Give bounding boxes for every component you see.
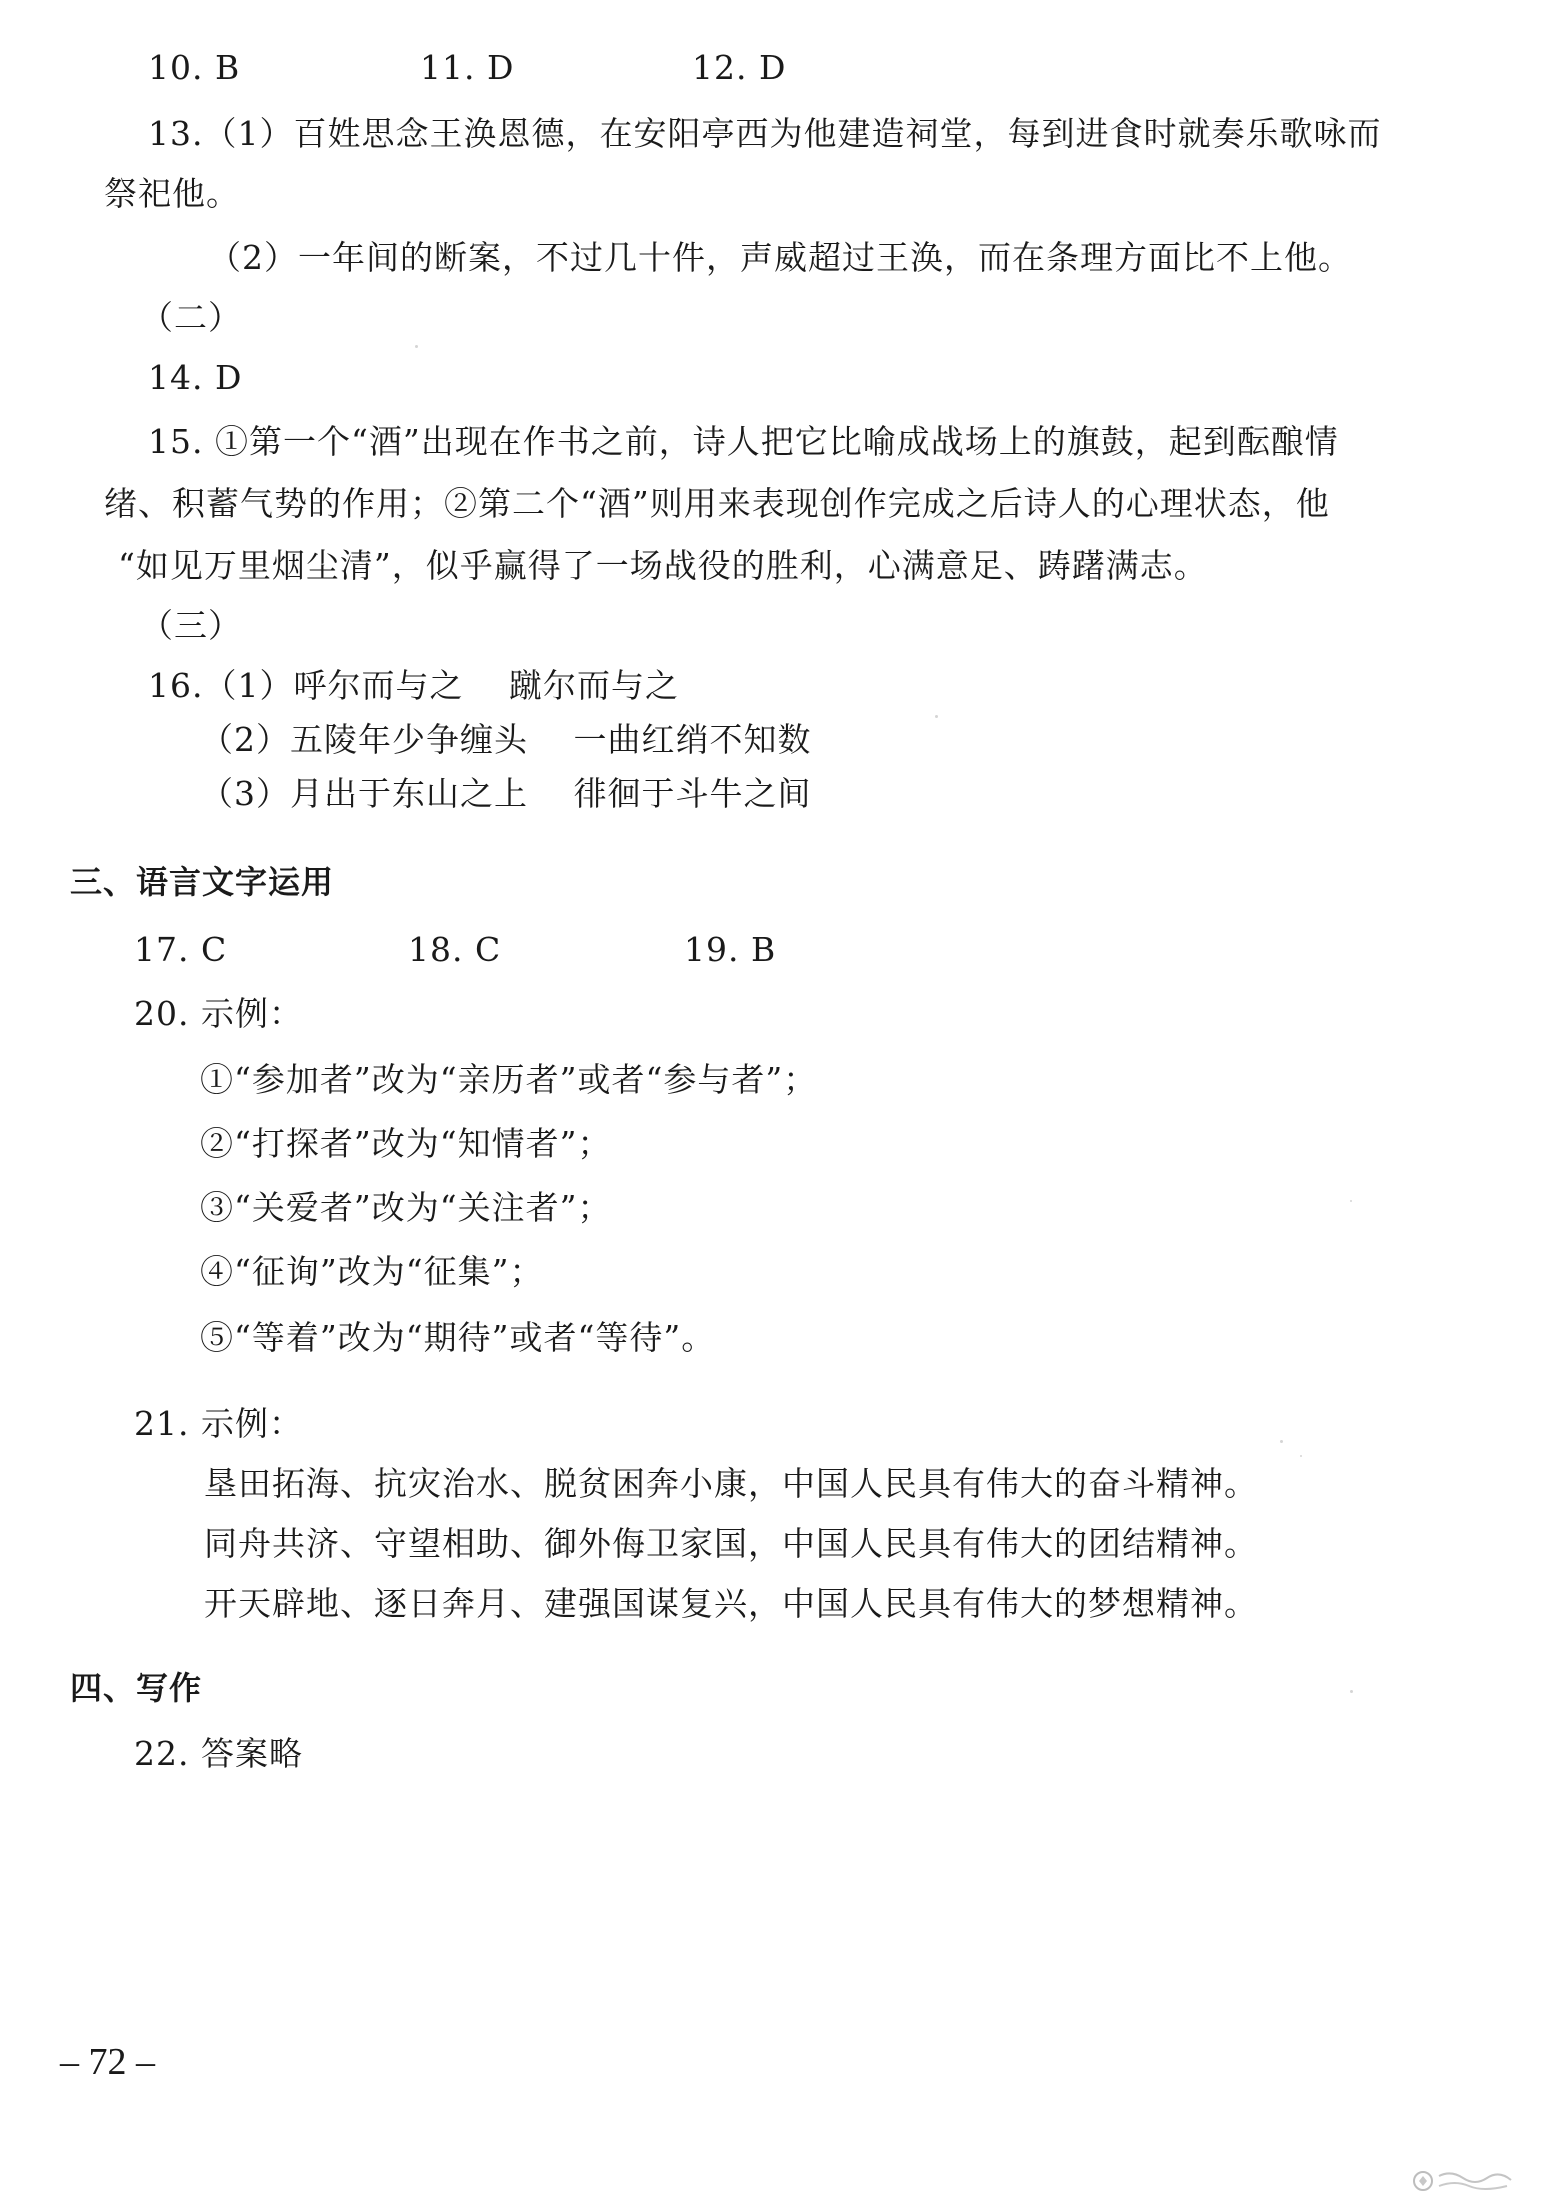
section-3-label: （三） — [140, 606, 242, 645]
answer-18: 18. C — [408, 930, 502, 969]
q20-item-4: ④“征询”改为“征集”； — [200, 1252, 544, 1291]
q15-line1: 15. ①第一个“酒”出现在作书之前，诗人把它比喻成战场上的旗鼓，起到酝酿情 — [148, 422, 1339, 461]
q20-item-1: ①“参加者”改为“亲历者”或者“参与者”； — [200, 1060, 818, 1099]
scan-speck — [1300, 1455, 1302, 1457]
q16-line2: （2）五陵年少争缠头 一曲红绡不知数 — [200, 720, 812, 759]
scan-speck — [1280, 1440, 1283, 1443]
q15-line2: 绪、积蓄气势的作用；②第二个“酒”则用来表现创作完成之后诗人的心理状态，他 — [104, 484, 1330, 523]
q21-title: 21. 示例： — [134, 1404, 303, 1443]
q20-item-2: ②“打探者”改为“知情者”； — [200, 1124, 612, 1163]
q21-line-1: 垦田拓海、抗灾治水、脱贫困奔小康，中国人民具有伟大的奋斗精神。 — [204, 1464, 1258, 1503]
q20-title: 20. 示例： — [134, 994, 303, 1033]
watermark-logo-icon — [1411, 2168, 1521, 2194]
q16-line1: 16.（1）呼尔而与之 蹴尔而与之 — [148, 666, 679, 705]
site-logo-watermark — [1411, 2168, 1521, 2199]
answer-14: 14. D — [148, 358, 243, 397]
answer-11: 11. D — [420, 48, 515, 87]
scan-speck — [415, 345, 418, 348]
answer-19: 19. B — [684, 930, 777, 969]
q13-line3: （2）一年间的断案，不过几十件，声威超过王涣，而在条理方面比不上他。 — [208, 238, 1352, 277]
answer-10: 10. B — [148, 48, 241, 87]
q21-line-3: 开天辟地、逐日奔月、建强国谋复兴，中国人民具有伟大的梦想精神。 — [204, 1584, 1258, 1623]
section-heading-writing: 四、写作 — [70, 1669, 203, 1707]
page-number: – 72 – — [60, 2041, 155, 2083]
q20-item-5: ⑤“等着”改为“期待”或者“等待”。 — [200, 1318, 716, 1357]
q20-item-3: ③“关爱者”改为“关注者”； — [200, 1188, 612, 1227]
q15-line3: “如见万里烟尘清”，似乎赢得了一场战役的胜利，心满意足、踌躇满志。 — [118, 546, 1208, 585]
q13-line2: 祭祀他。 — [104, 174, 240, 213]
answer-17: 17. C — [134, 930, 228, 969]
q13-line1: 13.（1）百姓思念王涣恩德，在安阳亭西为他建造祠堂，每到进食时就奏乐歌咏而 — [148, 114, 1382, 153]
answer-22: 22. 答案略 — [134, 1734, 303, 1773]
answer-12: 12. D — [692, 48, 787, 87]
section-2-label: （二） — [140, 298, 242, 337]
scan-speck — [1350, 1200, 1352, 1202]
section-heading-language-use: 三、语言文字运用 — [70, 863, 335, 901]
q16-line3: （3）月出于东山之上 徘徊于斗牛之间 — [200, 774, 812, 813]
q21-line-2: 同舟共济、守望相助、御外侮卫家国，中国人民具有伟大的团结精神。 — [204, 1524, 1258, 1563]
scan-speck — [1350, 1690, 1353, 1693]
scan-speck — [935, 715, 938, 718]
